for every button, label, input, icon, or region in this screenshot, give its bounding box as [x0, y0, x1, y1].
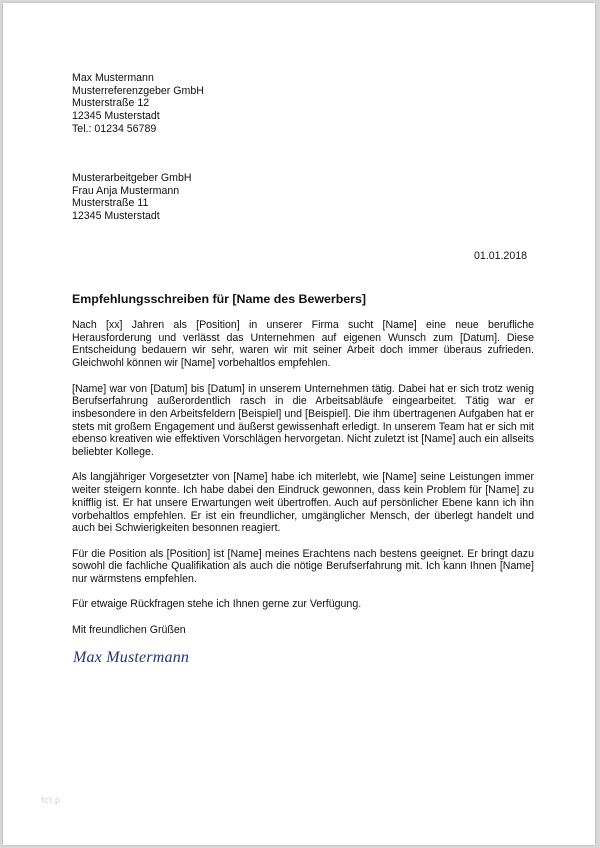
body-paragraph: Für die Position als [Position] ist [Name] meines Erachtens nach bestens geeignet. Er bringt dazu sowohl die fachliche Qualifikation als auch die nötige Berufserfahrung mit. Ich kann Ihnen [Name] nur wärmstens empfehlen. [72, 547, 534, 586]
body-paragraph: [Name] war von [Datum] bis [Datum] in unserem Unternehmen tätig. Dabei hat er sich trotz wenig Berufserfahrung außerordentlich rasch in die Arbeitsabläufe eingearbeitet. Tätig war er insbesondere in den Arbeitsfeldern [Beispiel] und [Beispiel]. Die ihm übertragenen Aufgaben hat er stets mit großem Engagement und äußerst gewissenhaft erledigt. In unserem Team hat er sich mit ebenso kreativen wie effektiven Vorschlägen hervorgetan. Nicht zuletzt ist [Name] auch ein allseits beliebter Kollege. [72, 382, 534, 459]
sender-name: Max Mustermann [72, 72, 154, 84]
body-paragraph: Nach [xx] Jahren als [Position] in unserer Firma sucht [Name] eine neue berufliche Herausforderung und verlässt das Unternehmen auf eigenen Wunsch zum [Datum]. Diese Entscheidung bedauern wir sehr, waren wir mit seiner Arbeit doch immer überaus zufrieden. Gleichwohl können wir [Name] vorbehaltlos empfehlen. [72, 319, 534, 370]
recipient-address [72, 172, 534, 223]
sender-address [72, 72, 534, 136]
sender-city: 12345 Musterstadt [72, 110, 160, 123]
recipient-street: Musterstraße 11 [72, 197, 149, 210]
closing-greeting: Mit freundlichen Grüßen [72, 623, 186, 636]
letter-date: 01.01.2018 [473, 250, 527, 262]
handwritten-signature: Max Mustermann [73, 649, 190, 666]
sender-phone: Tel.: 01234 56789 [72, 122, 157, 135]
letter-subject: Empfehlungsschreiben für [Name des Bewerbers] [72, 292, 367, 306]
recipient-contact: Frau Anja Mustermann [72, 184, 180, 197]
letter-body [72, 319, 534, 649]
watermark: fct.p [41, 795, 61, 805]
body-paragraph: Für etwaige Rückfragen stehe ich Ihnen gerne zur Verfügung. [72, 598, 362, 611]
sender-street: Musterstraße 12 [72, 97, 150, 110]
body-paragraph: Als langjähriger Vorgesetzter von [Name] habe ich miterlebt, wie [Name] seine Leistungen immer weiter steigern konnte. Ich habe dabei den Eindruck gewonnen, dass kein Problem für [Name] zu knifflig ist. Er hat unsere Erwartungen weit übertroffen. Auch auf persönlicher Ebene kann ich ihn vorbehaltlos empfehlen. Er ist ein freundlicher, umgänglicher Mensch, der überlegt handelt und auch bei Schwierigkeiten besonnen reagiert. [72, 471, 534, 535]
recipient-city: 12345 Musterstadt [72, 210, 160, 223]
recipient-company: Musterarbeitgeber GmbH [72, 172, 192, 184]
letter-page [3, 3, 595, 845]
sender-company: Musterreferenzgeber GmbH [72, 84, 204, 97]
